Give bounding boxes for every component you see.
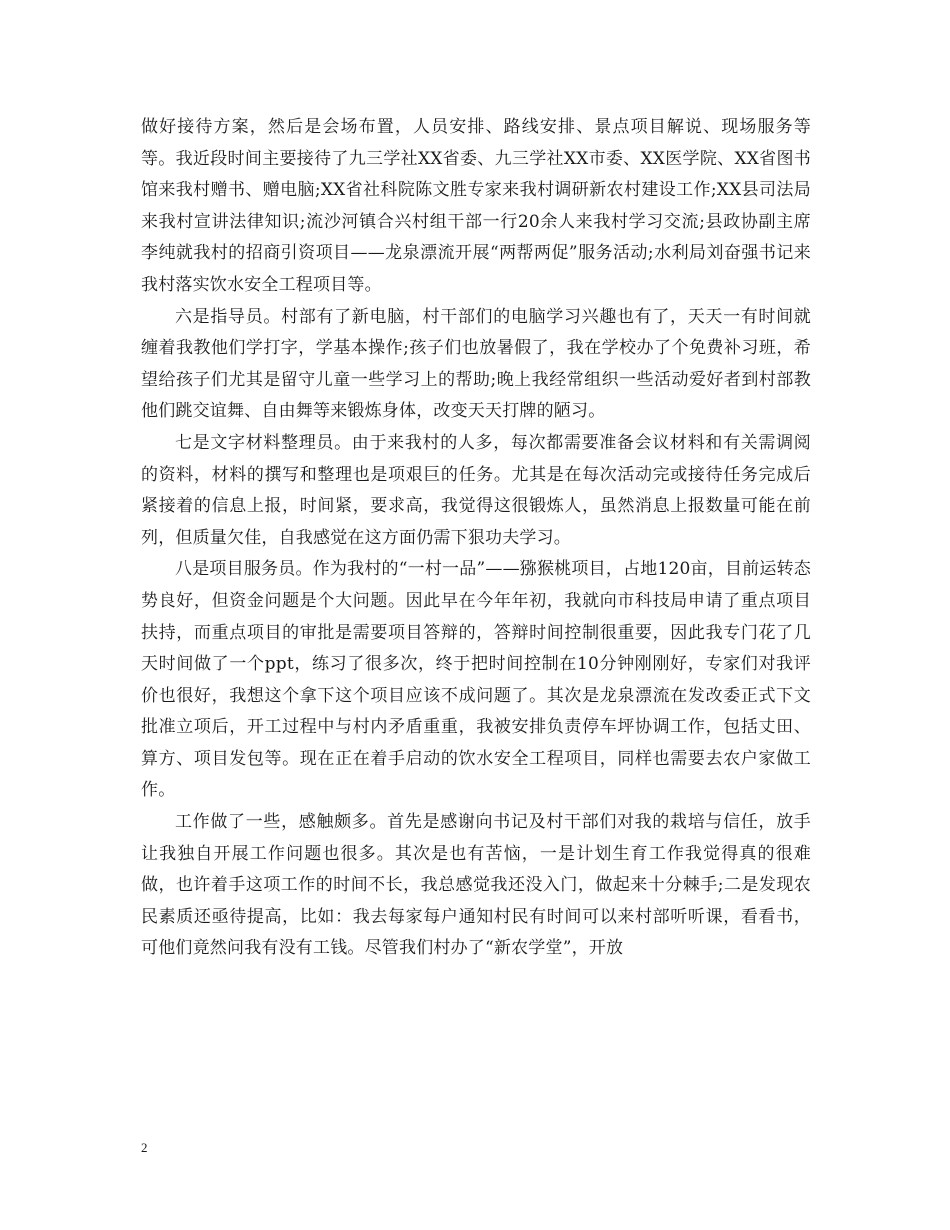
paragraph-instructor: 六是指导员。村部有了新电脑，村干部们的电脑学习兴趣也有了，天天一有时间就缠着我教他们学打字，学基本操作;孩子们也放暑假了，我在学校办了个免费补习班，希望给孩子们尤其是留守儿童一些学习上的帮助;晚上我经常组织一些活动爱好者到村部教他们跳交谊舞、自由舞等来锻炼身体，改变天天打牌的陋习。 <box>141 306 811 422</box>
paragraph-reflections: 工作做了一些，感触颇多。首先是感谢向书记及村干部们对我的栽培与信任，放手让我独自开展工作问题也很多。其次是也有苦恼，一是计划生育工作我觉得真的很难做，也许着手这项工作的时间不长，我总感觉我还没入门，做起来十分棘手;二是发现农民素质还亟待提高，比如：我去每家每户通知村民有时间可以来村部听听课，看看书，可他们竟然问我有没有工钱。尽管我们村办了“新农学堂”，开放 <box>141 812 811 959</box>
paragraph-reception: 做好接待方案，然后是会场布置，人员安排、路线安排、景点项目解说、现场服务等等。我近段时间主要接待了九三学社XX省委、九三学社XX市委、XX医学院、XX省图书馆来我村赠书、赠电脑;XX省社科院陈文胜专家来我村调研新农村建设工作;XX县司法局来我村宣讲法律知识;流沙河镇合兴村组干部一行20余人来我村学习交流;县政协副主席李纯就我村的招商引资项目——龙泉漂流开展“两帮两促”服务活动;水利局刘奋强书记来我村落实饮水安全工程项目等。 <box>141 117 811 295</box>
page-number: 2 <box>141 1140 148 1155</box>
paragraph-project-service: 八是项目服务员。作为我村的“一村一品”——猕猴桃项目，占地120亩，目前运转态势良好，但资金问题是个大问题。因此早在今年年初，我就向市科技局申请了重点项目扶持，而重点项目的审批是需要项目答辩的，答辩时间控制很重要，因此我专门花了几天时间做了一个ppt，练习了很多次，终于把时间控制在10分钟刚刚好，专家们对我评价也很好，我想这个拿下这个项目应该不成问题了。其次是龙泉漂流在发改委正式下文批准立项后，开工过程中与村内矛盾重重，我被安排负责停车坪协调工作，包括丈田、算方、项目发包等。现在正在着手启动的饮水安全工程项目，同样也需要去农户家做工作。 <box>141 559 811 801</box>
paragraph-writing-materials: 七是文字材料整理员。由于来我村的人多，每次都需要准备会议材料和有关需调阅的资料，材料的撰写和整理也是项艰巨的任务。尤其是在每次活动完或接待任务完成后紧接着的信息上报，时间紧，要求高，我觉得这很锻炼人，虽然消息上报数量可能在前列，但质量欠佳，自我感觉在这方面仍需下狠功夫学习。 <box>141 432 811 548</box>
document-body <box>141 112 811 965</box>
